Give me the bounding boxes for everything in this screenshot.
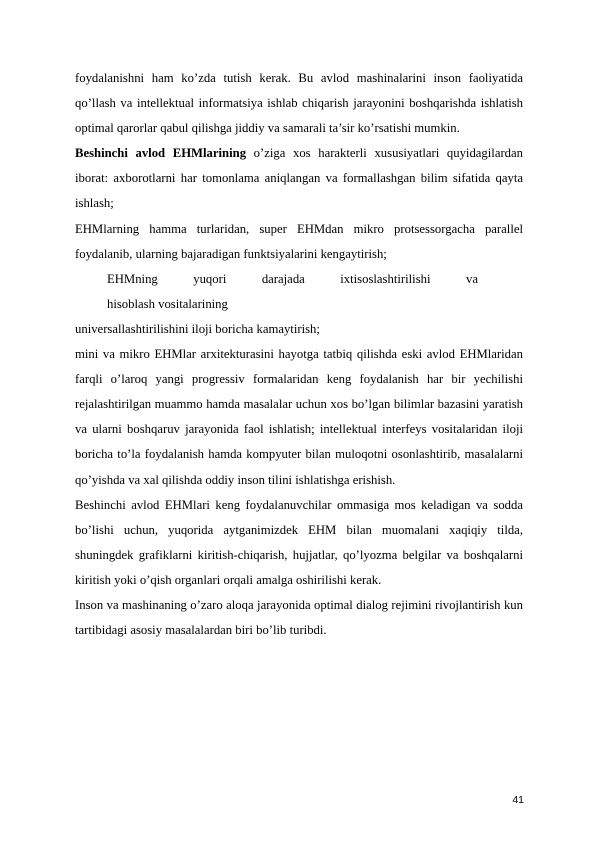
paragraph-4 xyxy=(75,267,523,342)
paragraph-4-line-2: hisoblash vositalarining xyxy=(107,296,228,311)
paragraph-2-bold-lead: Beshinchi avlod EHMlarining xyxy=(75,146,247,161)
paragraph-3: EHMlarning hamma turlaridan, super EHMdan mikro protsessorgacha parallel foydalanib, ularning bajaradigan funktsiyalarini kengaytirish; xyxy=(75,221,523,261)
word: ixtisoslashtirilishi xyxy=(340,271,431,286)
page-number: 41 xyxy=(512,794,524,806)
word: yuqori xyxy=(193,271,227,286)
paragraph-4-line-3: universallashtirilishini iloji boricha kamaytirish; xyxy=(75,321,320,336)
paragraph-7: Inson va mashinaning o’zaro aloqa jarayonida optimal dialog rejimini rivojlantirish kun tartibidagi asosiy masalalardan biri bo’lib turibdi. xyxy=(75,597,523,638)
paragraph-2 xyxy=(75,141,523,216)
page-body xyxy=(75,66,523,643)
word: EHMning xyxy=(107,271,158,286)
word: va xyxy=(465,271,478,286)
word: darajada xyxy=(261,271,305,286)
paragraph-2-text: o’ziga xos harakterli xususiyatlari quyidagilardan iborat: axborotlarni har tomonlama aniqlangan va formallashgan bilim sifatida qayta ishlash; xyxy=(75,146,523,211)
paragraph-1: foydalanishni ham ko’zda tutish kerak. Bu avlod mashinalarini inson faoliyatida qo’llash va intellektual informatsiya ishlab chiqarish jarayonini boshqarishda ishlatish optimal qarorlar qabul qilishga jiddiy va samarali ta’sir ko’rsatishi mumkin. xyxy=(75,71,523,136)
paragraph-4-line-1 xyxy=(75,267,523,292)
paragraph-5: mini va mikro EHMlar arxitekturasini hayotga tatbiq qilishda eski avlod EHMlaridan farqli o’laroq yangi progressiv formalaridan keng foydalanish har bir yechilishi rejalashtirilgan muammo hamda masalalar uchun xos bo’lgan bilimlar bazasini yaratish va ularni boshqaruv jarayonida faol ishlatish; intellektual interfeys vositalaridan iloji boricha to’la foydalanish hamda kompyuter bilan muloqotni osonlashtirib, masalalarni qo’yishda va xal qilishda oddiy inson tilini ishlatishga erishish. xyxy=(75,347,523,487)
paragraph-6: Beshinchi avlod EHMlari keng foydalanuvchilar ommasiga mos keladigan va sodda bo’lishi uchun, yuqorida aytganimizdek EHM bilan muomalani xaqiqiy tilda, shuningdek grafiklarni kiritish-chiqarish, hujjatlar, qo’lyozma belgilar va boshqalarni kiritish yoki o’qish organlari orqali amalga oshirilishi kerak. xyxy=(75,497,523,587)
